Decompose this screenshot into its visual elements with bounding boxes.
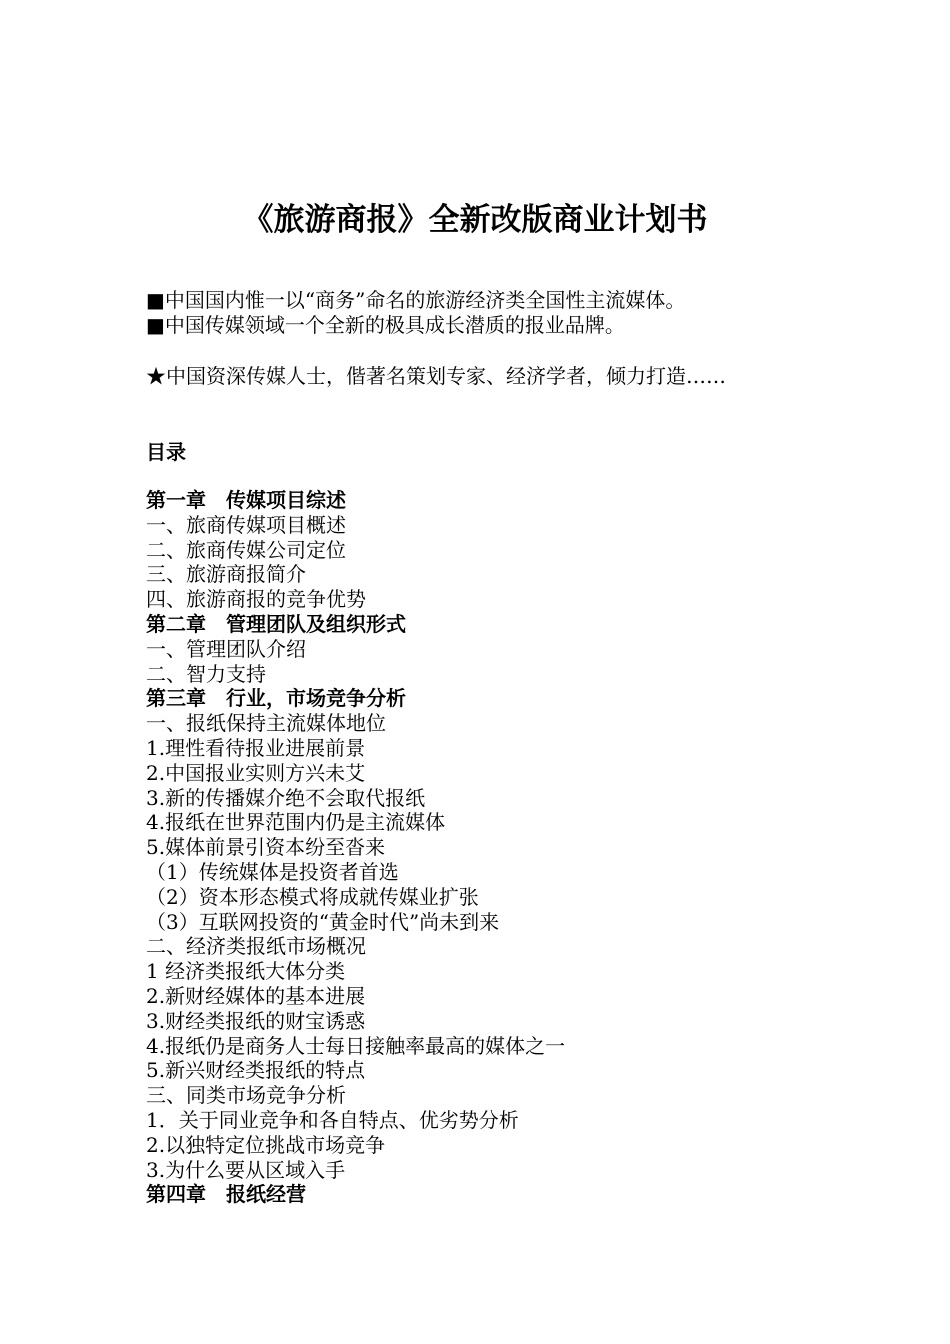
toc-item: 一、管理团队介绍 [146,636,306,661]
toc-chapter: 第二章 管理团队及组织形式 [146,611,406,636]
toc-item: 3.新的传播媒介绝不会取代报纸 [146,785,426,810]
toc-chapter: 第一章 传媒项目综述 [146,488,346,512]
document-title: 《旅游商报》全新改版商业计划书 [242,202,708,238]
tagline: ★中国资深传媒人士，偕著名策划专家、经济学者，倾力打造…… [146,364,726,388]
toc-item: 1 经济类报纸大体分类 [146,959,346,984]
toc-item: 三、同类市场竞争分析 [146,1083,346,1108]
intro-line: ■中国传媒领域一个全新的极具成长潜质的报业品牌。 [146,313,625,337]
toc-item: （1）传统媒体是投资者首选 [146,859,399,884]
toc-item: 二、智力支持 [146,661,266,686]
intro-line: ■中国国内惟一以“商务”命名的旅游经济类全国性主流媒体。 [146,288,686,312]
toc-item: 1．关于同业竞争和各自特点、优劣势分析 [146,1107,519,1132]
toc-item: 1.理性看待报业进展前景 [146,735,366,760]
toc-item: 3.财经类报纸的财宝诱惑 [146,1008,366,1033]
toc-item: 二、经济类报纸市场概况 [146,934,366,959]
toc-item: 4.报纸在世界范围内仍是主流媒体 [146,810,446,835]
toc-item: 3.为什么要从区域入手 [146,1157,346,1182]
toc-chapter: 第三章 行业，市场竞争分析 [146,686,406,711]
toc-item: 一、报纸保持主流媒体地位 [146,711,386,736]
toc-item: 一、旅商传媒项目概述 [146,512,346,537]
intro-block [146,288,906,338]
toc-item: 2.新财经媒体的基本进展 [146,983,366,1008]
toc-heading: 目录 [146,440,186,464]
toc-item: 二、旅商传媒公司定位 [146,537,346,562]
toc-item: 2.以独特定位挑战市场竞争 [146,1132,386,1157]
toc-item: 2.中国报业实则方兴未艾 [146,760,366,785]
toc-item: （3）互联网投资的“黄金时代”尚未到来 [146,909,500,934]
toc-item: 三、旅游商报简介 [146,562,306,587]
table-of-contents [146,488,906,1207]
toc-item: 5.新兴财经类报纸的特点 [146,1058,366,1083]
tagline-block [146,364,906,389]
toc-item: 四、旅游商报的竞争优势 [146,587,366,612]
toc-item: 4.报纸仍是商务人士每日接触率最高的媒体之一 [146,1033,566,1058]
toc-item: （2）资本形态模式将成就传媒业扩张 [146,884,479,909]
toc-item: 5.媒体前景引资本纷至沓来 [146,835,386,860]
toc-chapter: 第四章 报纸经营 [146,1182,306,1207]
